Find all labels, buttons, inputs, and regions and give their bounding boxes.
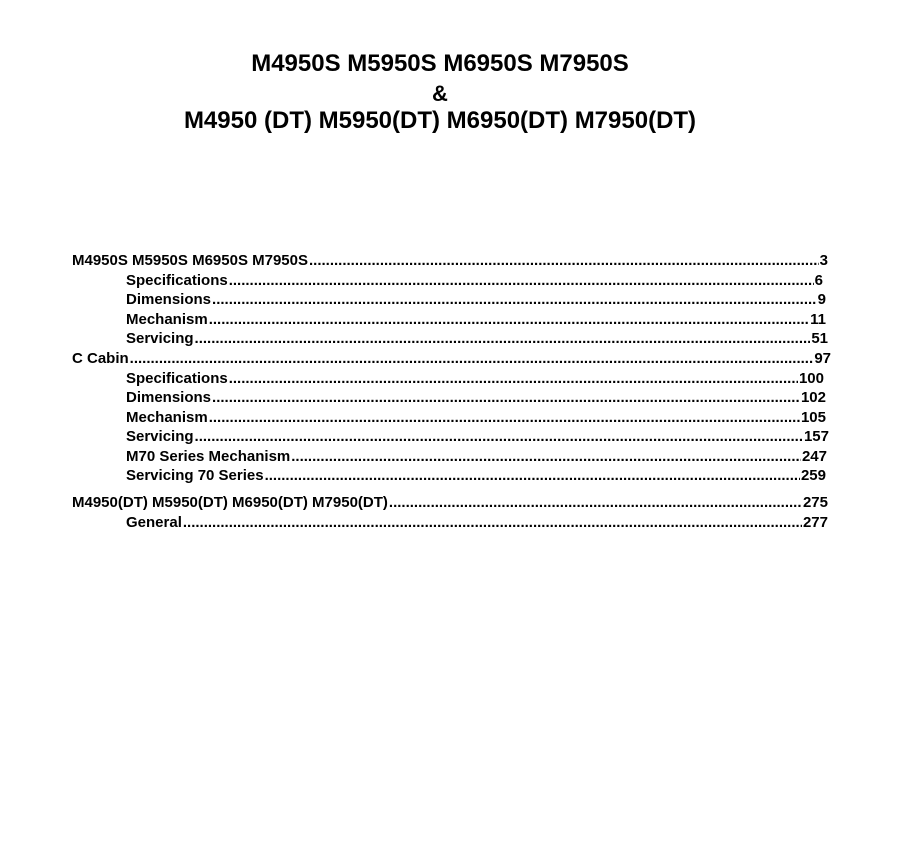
toc-entry-section[interactable]	[72, 350, 831, 368]
toc-dot-leader	[195, 330, 811, 348]
toc-entry-page: 277	[802, 514, 828, 531]
toc-entry-label: Mechanism	[126, 409, 208, 426]
toc-entry-page: 3	[819, 252, 828, 269]
toc-entry-label: Servicing	[126, 330, 194, 347]
toc-entry-label: Servicing 70 Series	[126, 467, 264, 484]
toc-dot-leader	[291, 448, 801, 466]
toc-entry-page: 259	[800, 467, 826, 484]
toc-entry[interactable]	[126, 428, 829, 446]
title-line-models-dt: M4950 (DT) M5950(DT) M6950(DT) M7950(DT)	[183, 107, 697, 134]
toc-entry-label: Specifications	[126, 272, 228, 289]
toc-entry-page: 51	[811, 330, 828, 347]
toc-entry[interactable]	[126, 311, 826, 329]
toc-entry[interactable]	[126, 409, 826, 427]
toc-dot-leader	[195, 428, 803, 446]
toc-dot-leader	[209, 311, 809, 329]
toc-entry-label: Dimensions	[126, 291, 212, 308]
toc-entry-page: 6	[814, 272, 823, 289]
toc-dot-leader	[209, 409, 800, 427]
toc-entry-section[interactable]	[72, 494, 828, 512]
toc-entry-page: 275	[802, 494, 828, 511]
toc-dot-leader	[183, 514, 802, 532]
toc-entry-label: Dimensions	[126, 389, 212, 406]
toc-dot-leader	[130, 350, 814, 368]
title-line-ampersand: &	[432, 81, 448, 106]
toc-entry-label: M4950(DT) M5950(DT) M6950(DT) M7950(DT)	[72, 494, 388, 511]
toc-dot-leader	[309, 252, 819, 270]
toc-entry-label: General	[126, 514, 182, 531]
toc-entry[interactable]	[126, 370, 824, 388]
toc-entry[interactable]	[126, 467, 826, 485]
toc-dot-leader	[389, 494, 802, 512]
toc-entry-label: Servicing	[126, 428, 194, 445]
toc-entry-label: M70 Series Mechanism	[126, 448, 291, 465]
toc-entry[interactable]	[126, 448, 827, 466]
toc-entry-page: 100	[798, 370, 824, 387]
toc-entry[interactable]	[126, 272, 823, 290]
toc-dot-leader	[212, 389, 800, 407]
toc-entry[interactable]	[126, 291, 826, 309]
title-line-models-s: M4950S M5950S M6950S M7950S	[251, 50, 629, 77]
toc-entry-page: 157	[803, 428, 829, 445]
toc-entry-page: 9	[817, 291, 826, 308]
toc-entry-section[interactable]	[72, 252, 828, 270]
toc-entry[interactable]	[126, 514, 828, 532]
toc-entry-page: 11	[810, 311, 826, 328]
toc-entry[interactable]	[126, 330, 828, 348]
toc-dot-leader	[229, 370, 798, 388]
toc-entry-label: Specifications	[126, 370, 228, 387]
toc-dot-leader	[212, 291, 817, 309]
toc-entry-page: 97	[814, 350, 831, 367]
toc-entry-label: M4950S M5950S M6950S M7950S	[72, 252, 308, 269]
toc-entry-page: 102	[800, 389, 826, 406]
toc-dot-leader	[229, 272, 814, 290]
toc-entry-label: Mechanism	[126, 311, 208, 328]
toc-entry-page: 247	[801, 448, 827, 465]
toc-dot-leader	[265, 467, 800, 485]
toc-entry-page: 105	[800, 409, 826, 426]
toc-entry-label: C Cabin	[72, 350, 129, 367]
toc-entry[interactable]	[126, 389, 826, 407]
